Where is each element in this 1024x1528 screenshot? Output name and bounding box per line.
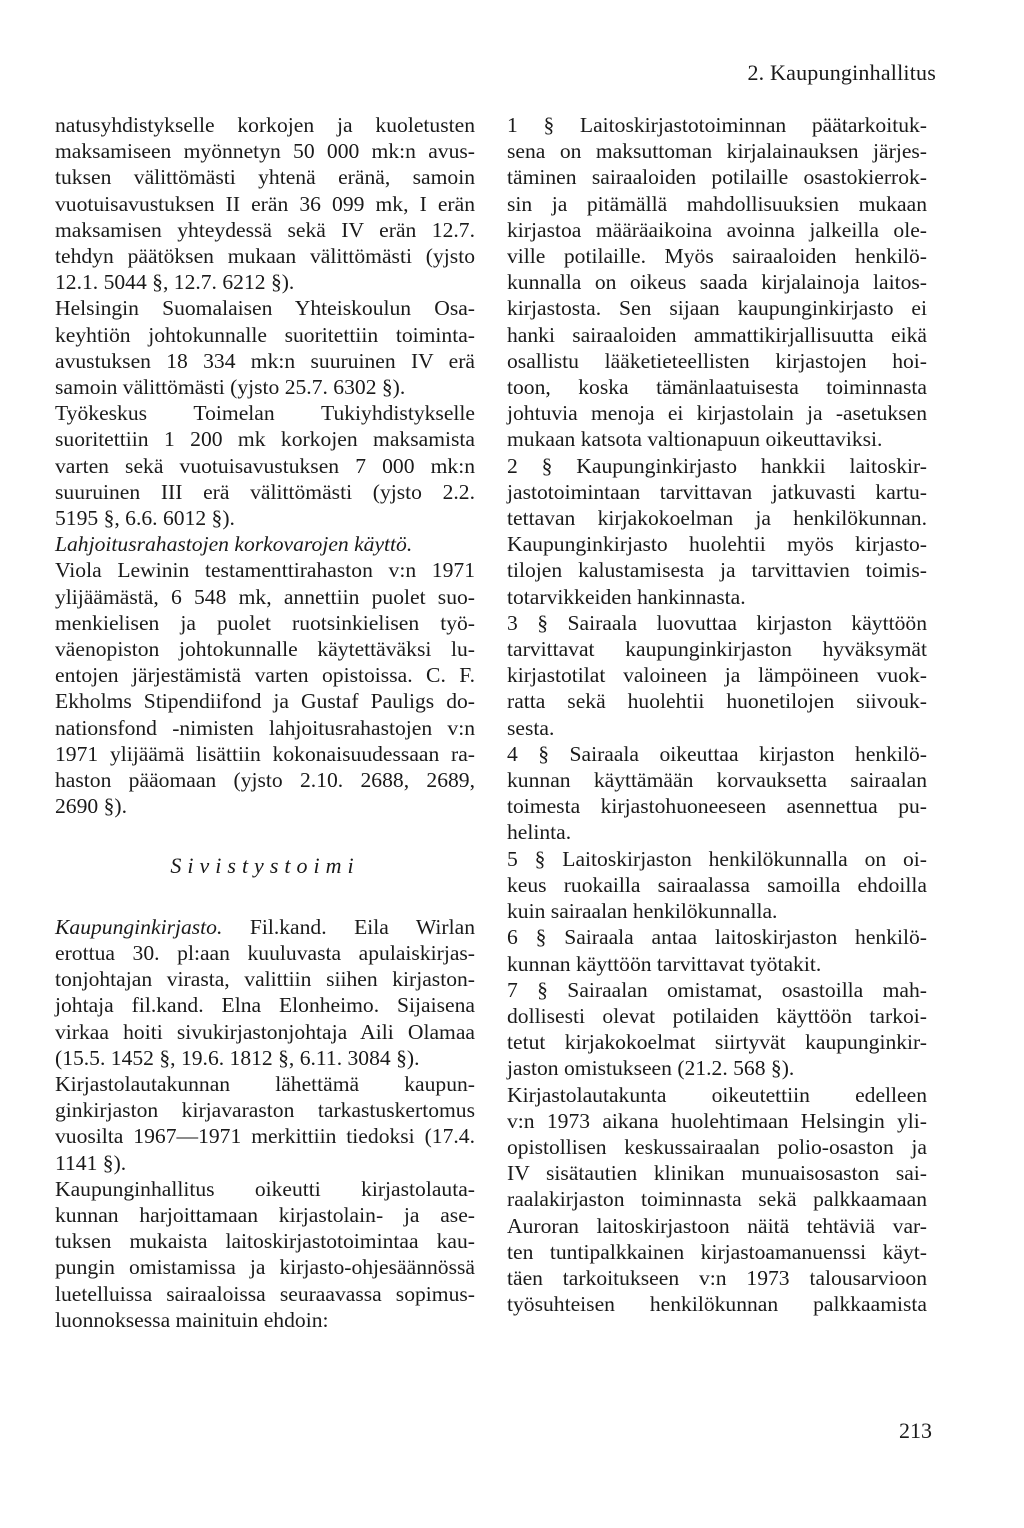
text-line: Helsingin Suomalaisen Yhteiskoulun Osa- — [55, 296, 475, 321]
paragraph — [55, 295, 475, 400]
text-line: kirjastoa määräaikoina avoinna jalkeilla ole- — [507, 217, 927, 242]
text-line: keyhtiön johtokunnalle suoritettiin toiminta- — [55, 322, 475, 347]
text-line: tonjohtajan virasta, valittiin siihen kirjaston- — [55, 967, 475, 992]
text-line: kunnalla on oikeus saada kirjalainoja laitos- — [507, 270, 927, 295]
text-line: hanki sairaaloiden ammattikirjallisuutta eikä — [507, 322, 927, 347]
text-line: totarvikkeiden hankinnasta. — [507, 584, 746, 609]
paragraph — [507, 977, 927, 1082]
paragraph — [507, 453, 927, 610]
text-line: 5 § Laitoskirjaston henkilökunnalla on oi- — [507, 846, 927, 871]
text-line: täen tarkoitukseen v:n 1973 talousarvioon — [507, 1265, 927, 1290]
text-line: (15.5. 1452 §, 19.6. 1812 §, 6.11. 3084 §). — [55, 1045, 420, 1070]
text-line: 4 § Sairaala oikeuttaa kirjaston henkilö- — [507, 741, 927, 766]
paragraph — [507, 112, 927, 453]
paragraph — [55, 1176, 475, 1333]
text-line: kunnan käyttöön tarvittavat työtakit. — [507, 951, 822, 976]
text-line: kuin sairaalan henkilökunnalla. — [507, 899, 778, 924]
text-line: 1971 ylijäämä lisättiin kokonaisuudessaan ra- — [55, 741, 475, 766]
text-line: vuotuisavustuksen II erän 36 099 mk, I erän — [55, 191, 475, 216]
text-line: entojen järjestämistä varten opistoissa. C. F. — [55, 663, 475, 688]
paragraph — [55, 1071, 475, 1176]
text-line: sena on maksuttoman kirjalainauksen järjes- — [507, 139, 927, 164]
text-line: Auroran laitoskirjastoon näitä tehtäviä var- — [507, 1213, 927, 1238]
text-line: osallistu lääketieteellisten kirjastojen hoi- — [507, 348, 927, 373]
paragraph — [507, 741, 927, 846]
text-line: Työkeskus Toimelan Tukiyhdistykselle — [55, 401, 475, 426]
text-line: raalakirjaston toiminnasta sekä palkkaamaan — [507, 1187, 927, 1212]
text-line: tehdyn päätöksen mukaan välittömästi (yjsto — [55, 244, 475, 269]
text-line: IV sisätautien klinikan munuaisosaston sai- — [507, 1161, 927, 1186]
text-line: nationsfond -nimisten lahjoitusrahastojen v:n — [55, 715, 475, 740]
paragraph-title: Lahjoitusrahastojen korkovarojen käyttö. — [55, 532, 413, 557]
text-line: sesta. — [507, 715, 555, 740]
text-line: tuksen mukaista laitoskirjastotoimintaa kau- — [55, 1229, 475, 1254]
text-line: keus ruokailla sairaalassa samoilla ehdoilla — [507, 872, 927, 897]
paragraph — [507, 1082, 927, 1318]
page-number: 213 — [899, 1418, 932, 1443]
text-line: tilojen kalustamisesta ja tarvittavien toimis- — [507, 558, 927, 583]
text-line: väenopiston johtokunnalle käytettäväksi lu- — [55, 637, 475, 662]
text-line: ginkirjaston kirjavaraston tarkastuskertomus — [55, 1098, 475, 1123]
text-line: varten sekä vuotuisavustuksen 7 000 mk:n — [55, 453, 475, 478]
text-line: sin ja pitämällä mahdollisuuksien mukaan — [507, 191, 927, 216]
text-line: natusyhdistykselle korkojen ja kuoletusten — [55, 113, 475, 137]
text-line: tarvittavat kaupunginkirjaston hyväksymät — [507, 637, 927, 662]
text-line: kunnan harjoittamaan kirjastolain- ja ase- — [55, 1202, 475, 1227]
paragraph-title: Kaupunginkirjasto. — [55, 914, 223, 939]
right-column — [507, 112, 927, 1317]
paragraph — [55, 914, 475, 1071]
section-heading: Sivistystoimi — [170, 853, 360, 879]
text-line: 6 § Sairaala antaa laitoskirjaston henkilö- — [507, 925, 927, 950]
text-line: 3 § Sairaala luovuttaa kirjaston käyttöön — [507, 610, 927, 635]
text-line: Kirjastolautakunnan lähettämä kaupun- — [55, 1071, 475, 1096]
text-line: toon, koska tämänlaatuisesta toiminnasta — [507, 375, 927, 400]
text-line: 2690 §). — [55, 794, 127, 819]
text-line: johtuvia menoja ei kirjastolain ja -asetuksen — [507, 401, 927, 426]
text-line: dollisesti olevat potilaiden käyttöön tarkoi- — [507, 1003, 927, 1028]
text-line: tettavan kirjakokoelman ja henkilökunnan. — [507, 506, 927, 531]
paragraph — [55, 112, 475, 295]
text-line: suuruinen III erä välittömästi (yjsto 2.2. — [55, 479, 475, 504]
text-line: samoin välittömästi (yjsto 25.7. 6302 §). — [55, 375, 406, 400]
text-line: ville potilaille. Myös sairaaloiden henkilö- — [507, 244, 927, 269]
text-line: 1141 §). — [55, 1150, 127, 1175]
text-line: opistollisen keskussairaalan polio-osaston ja — [507, 1134, 927, 1159]
text-line: 2 § Kaupunginkirjasto hankkii laitoskir- — [507, 453, 927, 478]
text-line: jaston omistukseen (21.2. 568 §). — [507, 1056, 795, 1081]
text-line: maksamiseen myönnetyn 50 000 mk:n avus- — [55, 139, 475, 164]
text-line: Kirjastolautakunta oikeutettiin edelleen — [507, 1082, 927, 1107]
text-line: kirjastotilat valoineen ja lämpöineen vuok- — [507, 663, 927, 688]
paragraph — [507, 846, 927, 925]
text-line: Kaupunginkirjasto huolehtii myös kirjasto- — [507, 532, 927, 557]
paragraph — [55, 531, 475, 819]
text-line: kirjastosta. Sen sijaan kaupunginkirjasto ei — [507, 296, 927, 321]
text-line: avustuksen 18 334 mk:n suuruinen IV erä — [55, 348, 475, 373]
text-line: erottua 30. pl:aan kuuluvasta apulaiskirjas- — [55, 940, 475, 965]
text-line: luetelluissa sairaaloissa seuraavassa sopimus- — [55, 1281, 475, 1306]
text-line: toimesta kirjastohuoneeseen asennettua pu- — [507, 794, 927, 819]
text-line: Fil.kand. Eila Wirlan — [222, 914, 475, 939]
text-line: täminen sairaaloiden potilaille osastokierrok- — [507, 165, 927, 190]
text-line: 12.1. 5044 §, 12.7. 6212 §). — [55, 270, 295, 295]
running-head: 2. Kaupunginhallitus — [747, 60, 936, 85]
text-line: 1 § Laitoskirjastotoiminnan päätarkoituk- — [507, 113, 927, 137]
paragraph — [507, 924, 927, 976]
text-line: johtaja fil.kand. Elna Elonheimo. Sijaisena — [55, 993, 475, 1018]
text-line: vuosilta 1967—1971 merkittiin tiedoksi (17.4. — [55, 1124, 475, 1149]
text-line: helinta. — [507, 820, 572, 845]
text-line: ylijäämästä, 6 548 mk, annettiin puolet suo- — [55, 584, 475, 609]
text-line: mukaan katsota valtionapuun oikeuttaviksi. — [507, 427, 883, 452]
text-line: pungin omistamissa ja kirjasto-ohjesäännössä — [55, 1255, 475, 1280]
text-line: Ekholms Stipendiifond ja Gustaf Pauligs do- — [55, 689, 475, 714]
text-line: Kaupunginhallitus oikeutti kirjastolauta- — [55, 1176, 475, 1201]
text-line: ten tuntipalkkainen kirjastoamanuenssi käyt- — [507, 1239, 927, 1264]
text-line: 7 § Sairaalan omistamat, osastoilla mah- — [507, 977, 927, 1002]
text-line: maksamisen yhteydessä sekä IV erän 12.7. — [55, 217, 475, 242]
paragraph — [507, 610, 927, 741]
text-line: kunnan käyttämään korvauksetta sairaalan — [507, 768, 927, 793]
text-line: 5195 §, 6.6. 6012 §). — [55, 506, 235, 531]
text-line: suoritettiin 1 200 mk korkojen maksamista — [55, 427, 475, 452]
text-line: Viola Lewinin testamenttirahaston v:n 1971 — [55, 558, 475, 583]
text-line: virkaa hoiti sivukirjastonjohtaja Aili Olamaa — [55, 1019, 475, 1044]
paragraph — [55, 400, 475, 531]
text-line: työsuhteisen henkilökunnan palkkaamista — [507, 1292, 927, 1317]
text-line: ratta sekä huolehtii huonetilojen siivouk- — [507, 689, 927, 714]
text-line: v:n 1973 aikana huolehtimaan Helsingin yli- — [507, 1108, 927, 1133]
text-line: menkielisen ja puolet ruotsinkielisen työ- — [55, 610, 475, 635]
text-line: haston pääomaan (yjsto 2.10. 2688, 2689, — [55, 768, 475, 793]
left-column — [55, 112, 475, 1333]
text-line: luonnoksessa mainituin ehdoin: — [55, 1307, 329, 1332]
text-line: tetut kirjakokoelmat siirtyvät kaupunginkir- — [507, 1030, 927, 1055]
text-line: tuksen välittömästi yhtenä eränä, samoin — [55, 165, 475, 190]
text-line: jastotoimintaan tarvittavan jatkuvasti kartu- — [507, 479, 927, 504]
